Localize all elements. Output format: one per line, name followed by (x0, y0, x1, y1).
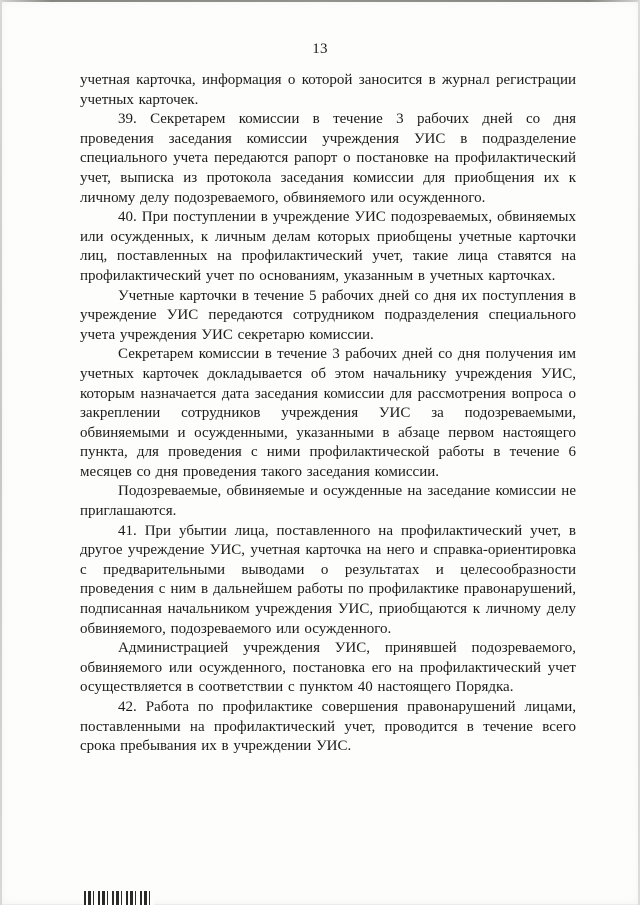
paragraph-item-42: 42. Работа по профилактике совершения правонарушений лицами, поставленными на профилактический учет, проводится в течение всего срока пребывания их в учреждении УИС. (80, 699, 576, 755)
scan-edge-top (0, 0, 640, 2)
scan-edge-left (0, 0, 2, 905)
paragraph: Учетные карточки в течение 5 рабочих дней со дня их поступления в учреждение УИС передаются сотрудником подразделения специального учета учреждения УИС секретарю комиссии. (80, 287, 576, 343)
page-number: 13 (312, 41, 328, 57)
paragraph: Подозреваемые, обвиняемые и осужденные на заседание комиссии не приглашаются. (80, 483, 576, 520)
paragraph: Администрацией учреждения УИС, принявшей подозреваемого, обвиняемого или осужденного, постановка его на профилактический учет осуществляется в соответствии с пунктом 40 настоящего Порядка. (80, 640, 576, 696)
barcode (84, 891, 154, 905)
paragraph-item-39: 39. Секретарем комиссии в течение 3 рабочих дней со дня проведения заседания комиссии учреждения УИС в подразделение специального учета передаются рапорт о постановке на профилактический учет, выписка из протокола заседания комиссии для приобщения их к личному делу подозреваемого, обвиняемого или осужденного. (80, 111, 576, 206)
paragraph-item-41: 41. При убытии лица, поставленного на профилактический учет, в другое учреждение УИС, учетная карточка на него и справка-ориентировка с предварительными выводами о результатах и целесообразности проведения с ним в дальнейшем работы по профилактике правонарушений, подписанная начальником учреждения УИС, приобщаются к личному делу обвиняемого, подозреваемого или осужденного. (80, 522, 576, 637)
document-body (0, 58, 640, 757)
paragraph-continuation: учетная карточка, информация о которой заносится в журнал регистрации учетных карточек. (80, 72, 576, 108)
paragraph: Секретарем комиссии в течение 3 рабочих дней со дня получения им учетных карточек докладывается об этом начальнику учреждения УИС, которым назначается дата заседания комиссии для рассмотрения вопроса о закреплении сотрудников учреждения УИС за подозреваемыми, обвиняемыми и осужденными, указанными в абзаце первом настоящего пункта, для проведения с ними профилактической работы в течение 6 месяцев со дня проведения такого заседания комиссии. (80, 346, 576, 480)
paragraph-item-40: 40. При поступлении в учреждение УИС подозреваемых, обвиняемых или осужденных, к личным делам которых приобщены учетные карточки лиц, поставленных на профилактический учет, такие лица ставятся на профилактический учет по основаниям, указанным в учетных карточках. (80, 209, 576, 284)
